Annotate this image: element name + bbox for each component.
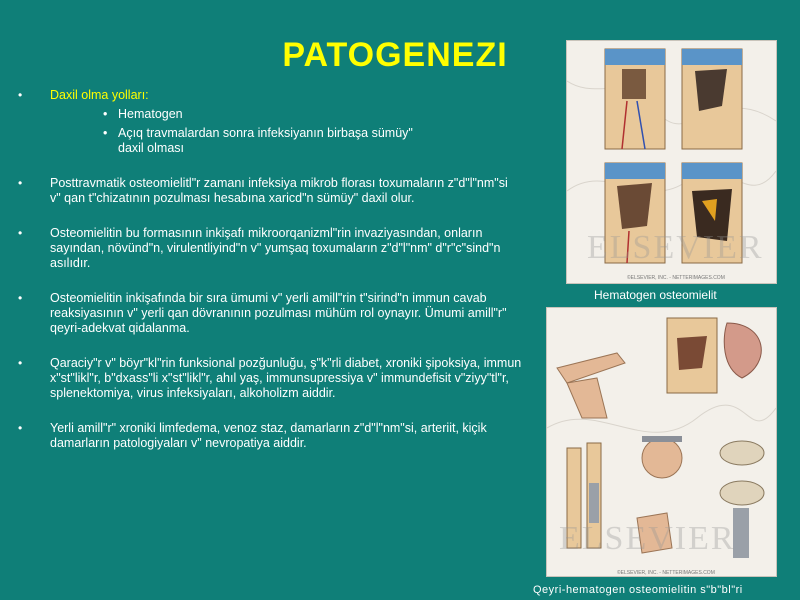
bullet-text: Osteomielitin bu formasının inkişafı mikroorqanizml"rin invaziyasından, onların sayından, növünd"n, virulentliyind"n v" yumşaq toxumaların z"d"l"nm" d"r"c"sind"n asılıdır. <box>50 226 501 270</box>
slide-content <box>18 88 533 451</box>
bullet-item <box>18 176 533 206</box>
bullet-text: Qaraciy"r v" böyr"kl"rin funksional pozğunluğu, ş"k"rli diabet, xroniki şipoksiya, immun x"st"likl"r, b"dxass"li x"st"likl"r, ahıl yaş, immunsupressiya v" immundefisit v"ziyy"tl"r, splenektomiya, virus infeksiyaları, alkoholizm aiddir. <box>50 356 522 400</box>
hematogenous-osteomyelitis-illustration <box>566 40 777 284</box>
bullet-marker: • <box>18 291 23 305</box>
bullet-marker: • <box>18 421 23 435</box>
bullet-marker: • <box>18 176 23 190</box>
sub-bullet-text: Hematogen <box>118 107 183 121</box>
image-caption: Hematogen osteomielit <box>594 288 717 302</box>
bullet-item <box>18 226 533 271</box>
slide-title: PATOGENEZI <box>282 36 508 74</box>
sub-bullet-text: Açıq travmalardan sonra infeksiyanın birbaşa sümüy" daxil olması <box>118 126 413 155</box>
bullet-item <box>18 291 533 336</box>
elsevier-watermark: ELSEVIER <box>587 229 764 266</box>
sub-bullet-item <box>103 107 533 122</box>
bullet-item <box>18 421 533 451</box>
image-caption: Qeyri-hematogen osteomielitin s"b"bl"ri <box>533 584 743 596</box>
bullet-text: Daxil olma yolları: <box>50 88 149 102</box>
non-hematogenous-osteomyelitis-illustration <box>546 307 777 577</box>
bullet-text: Osteomielitin inkişafında bir sıra ümumi v" yerli amill"rin t"sirind"n immun cavab reaksiyasının v" yerli qan dövranının pozulması mühüm rol oynayır. Ümumi amill"r" qeyri-adekvat qidalanma. <box>50 291 507 335</box>
elsevier-watermark: ELSEVIER <box>559 520 736 557</box>
sub-bullet-item <box>103 126 533 156</box>
bullet-text: Posttravmatik osteomielitl"r zamanı infeksiya mikrob florası toxumaların z"d"l"nm"si v" qan t"chizatının pozulması hesabına xaricd"n sümüy" daxil olur. <box>50 176 508 205</box>
bullet-marker: • <box>18 88 23 102</box>
bullet-marker: • <box>103 107 108 121</box>
bullet-item <box>18 88 533 103</box>
bullet-marker: • <box>18 226 23 240</box>
bullet-marker: • <box>18 356 23 370</box>
bullet-marker: • <box>103 126 108 140</box>
image-credit: ©ELSEVIER, INC. - NETTERIMAGES.COM <box>627 275 725 281</box>
bullet-text: Yerli amill"r" xroniki limfedema, venoz staz, damarların z"d"l"nm"si, arteriit, kiçik damarların patologiyaları v" nevropatiya aiddir. <box>50 421 487 450</box>
bullet-item <box>18 356 533 401</box>
image-credit: ©ELSEVIER, INC. - NETTERIMAGES.COM <box>617 570 715 576</box>
